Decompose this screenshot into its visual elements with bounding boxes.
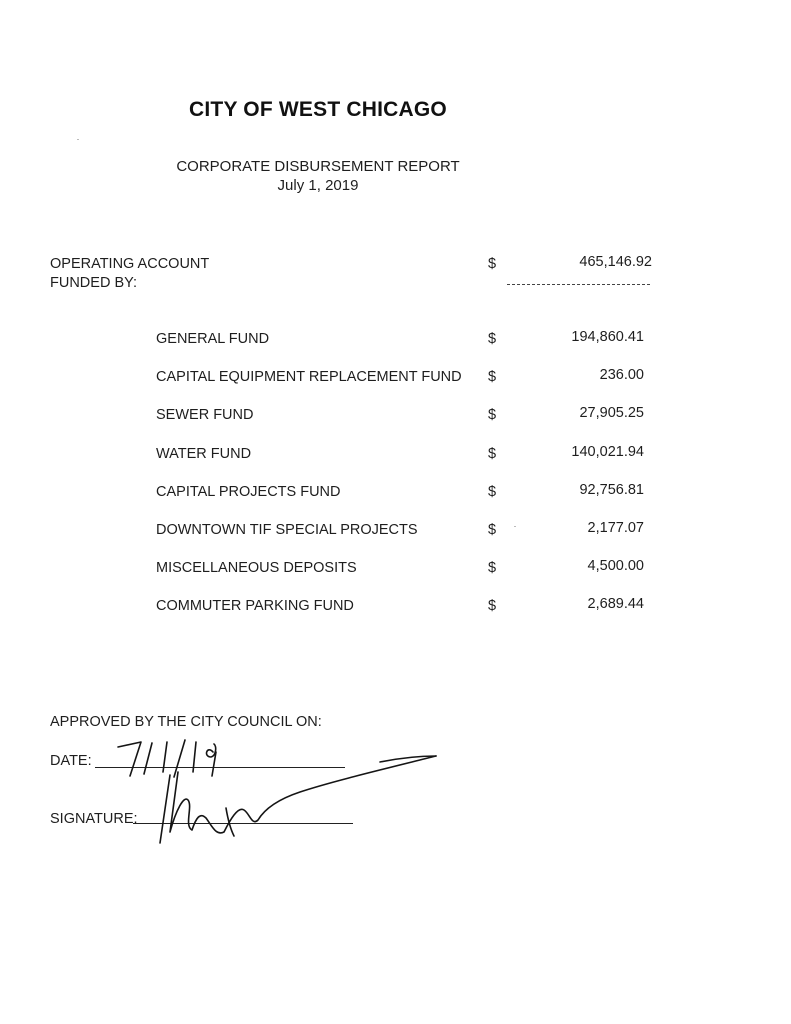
operating-amount: 465,146.92 bbox=[579, 254, 652, 270]
fund-amount: 194,860.41 bbox=[571, 329, 644, 345]
operating-account-label: OPERATING ACCOUNT bbox=[50, 256, 210, 272]
fund-name: CAPITAL EQUIPMENT REPLACEMENT FUND bbox=[156, 369, 462, 385]
fund-amount: 2,689.44 bbox=[587, 596, 644, 612]
fund-name: GENERAL FUND bbox=[156, 331, 270, 347]
fund-currency: $ bbox=[488, 331, 497, 347]
funded-by-label: FUNDED BY: bbox=[50, 275, 138, 291]
fund-name: WATER FUND bbox=[156, 446, 252, 462]
handwritten-date bbox=[118, 740, 216, 777]
signature-mark bbox=[160, 756, 436, 843]
signature-label: SIGNATURE: bbox=[50, 811, 138, 827]
fund-currency: $ bbox=[488, 522, 497, 538]
fund-currency: $ bbox=[488, 560, 497, 576]
fund-amount: 236.00 bbox=[599, 367, 644, 383]
report-date: July 1, 2019 bbox=[277, 177, 359, 194]
fund-name: CAPITAL PROJECTS FUND bbox=[156, 484, 341, 500]
fund-amount: 2,177.07 bbox=[587, 520, 644, 536]
fund-currency: $ bbox=[488, 369, 497, 385]
fund-currency: $ bbox=[488, 598, 497, 614]
scan-speck bbox=[514, 526, 516, 527]
report-name: CORPORATE DISBURSEMENT REPORT bbox=[176, 158, 460, 175]
fund-amount: 92,756.81 bbox=[579, 482, 644, 498]
date-label: DATE: bbox=[50, 753, 92, 769]
fund-currency: $ bbox=[488, 407, 497, 423]
fund-currency: $ bbox=[488, 446, 497, 462]
approval-heading: APPROVED BY THE CITY COUNCIL ON: bbox=[50, 714, 322, 730]
fund-amount: 4,500.00 bbox=[587, 558, 644, 574]
document-title: CITY OF WEST CHICAGO bbox=[189, 98, 447, 121]
fund-name: DOWNTOWN TIF SPECIAL PROJECTS bbox=[156, 522, 418, 538]
scan-speck bbox=[77, 139, 79, 140]
operating-currency: $ bbox=[488, 256, 497, 272]
fund-currency: $ bbox=[488, 484, 497, 500]
fund-name: MISCELLANEOUS DEPOSITS bbox=[156, 560, 357, 576]
fund-amount: 27,905.25 bbox=[579, 405, 644, 421]
fund-amount: 140,021.94 bbox=[571, 444, 644, 460]
fund-name: COMMUTER PARKING FUND bbox=[156, 598, 354, 614]
fund-name: SEWER FUND bbox=[156, 407, 254, 423]
